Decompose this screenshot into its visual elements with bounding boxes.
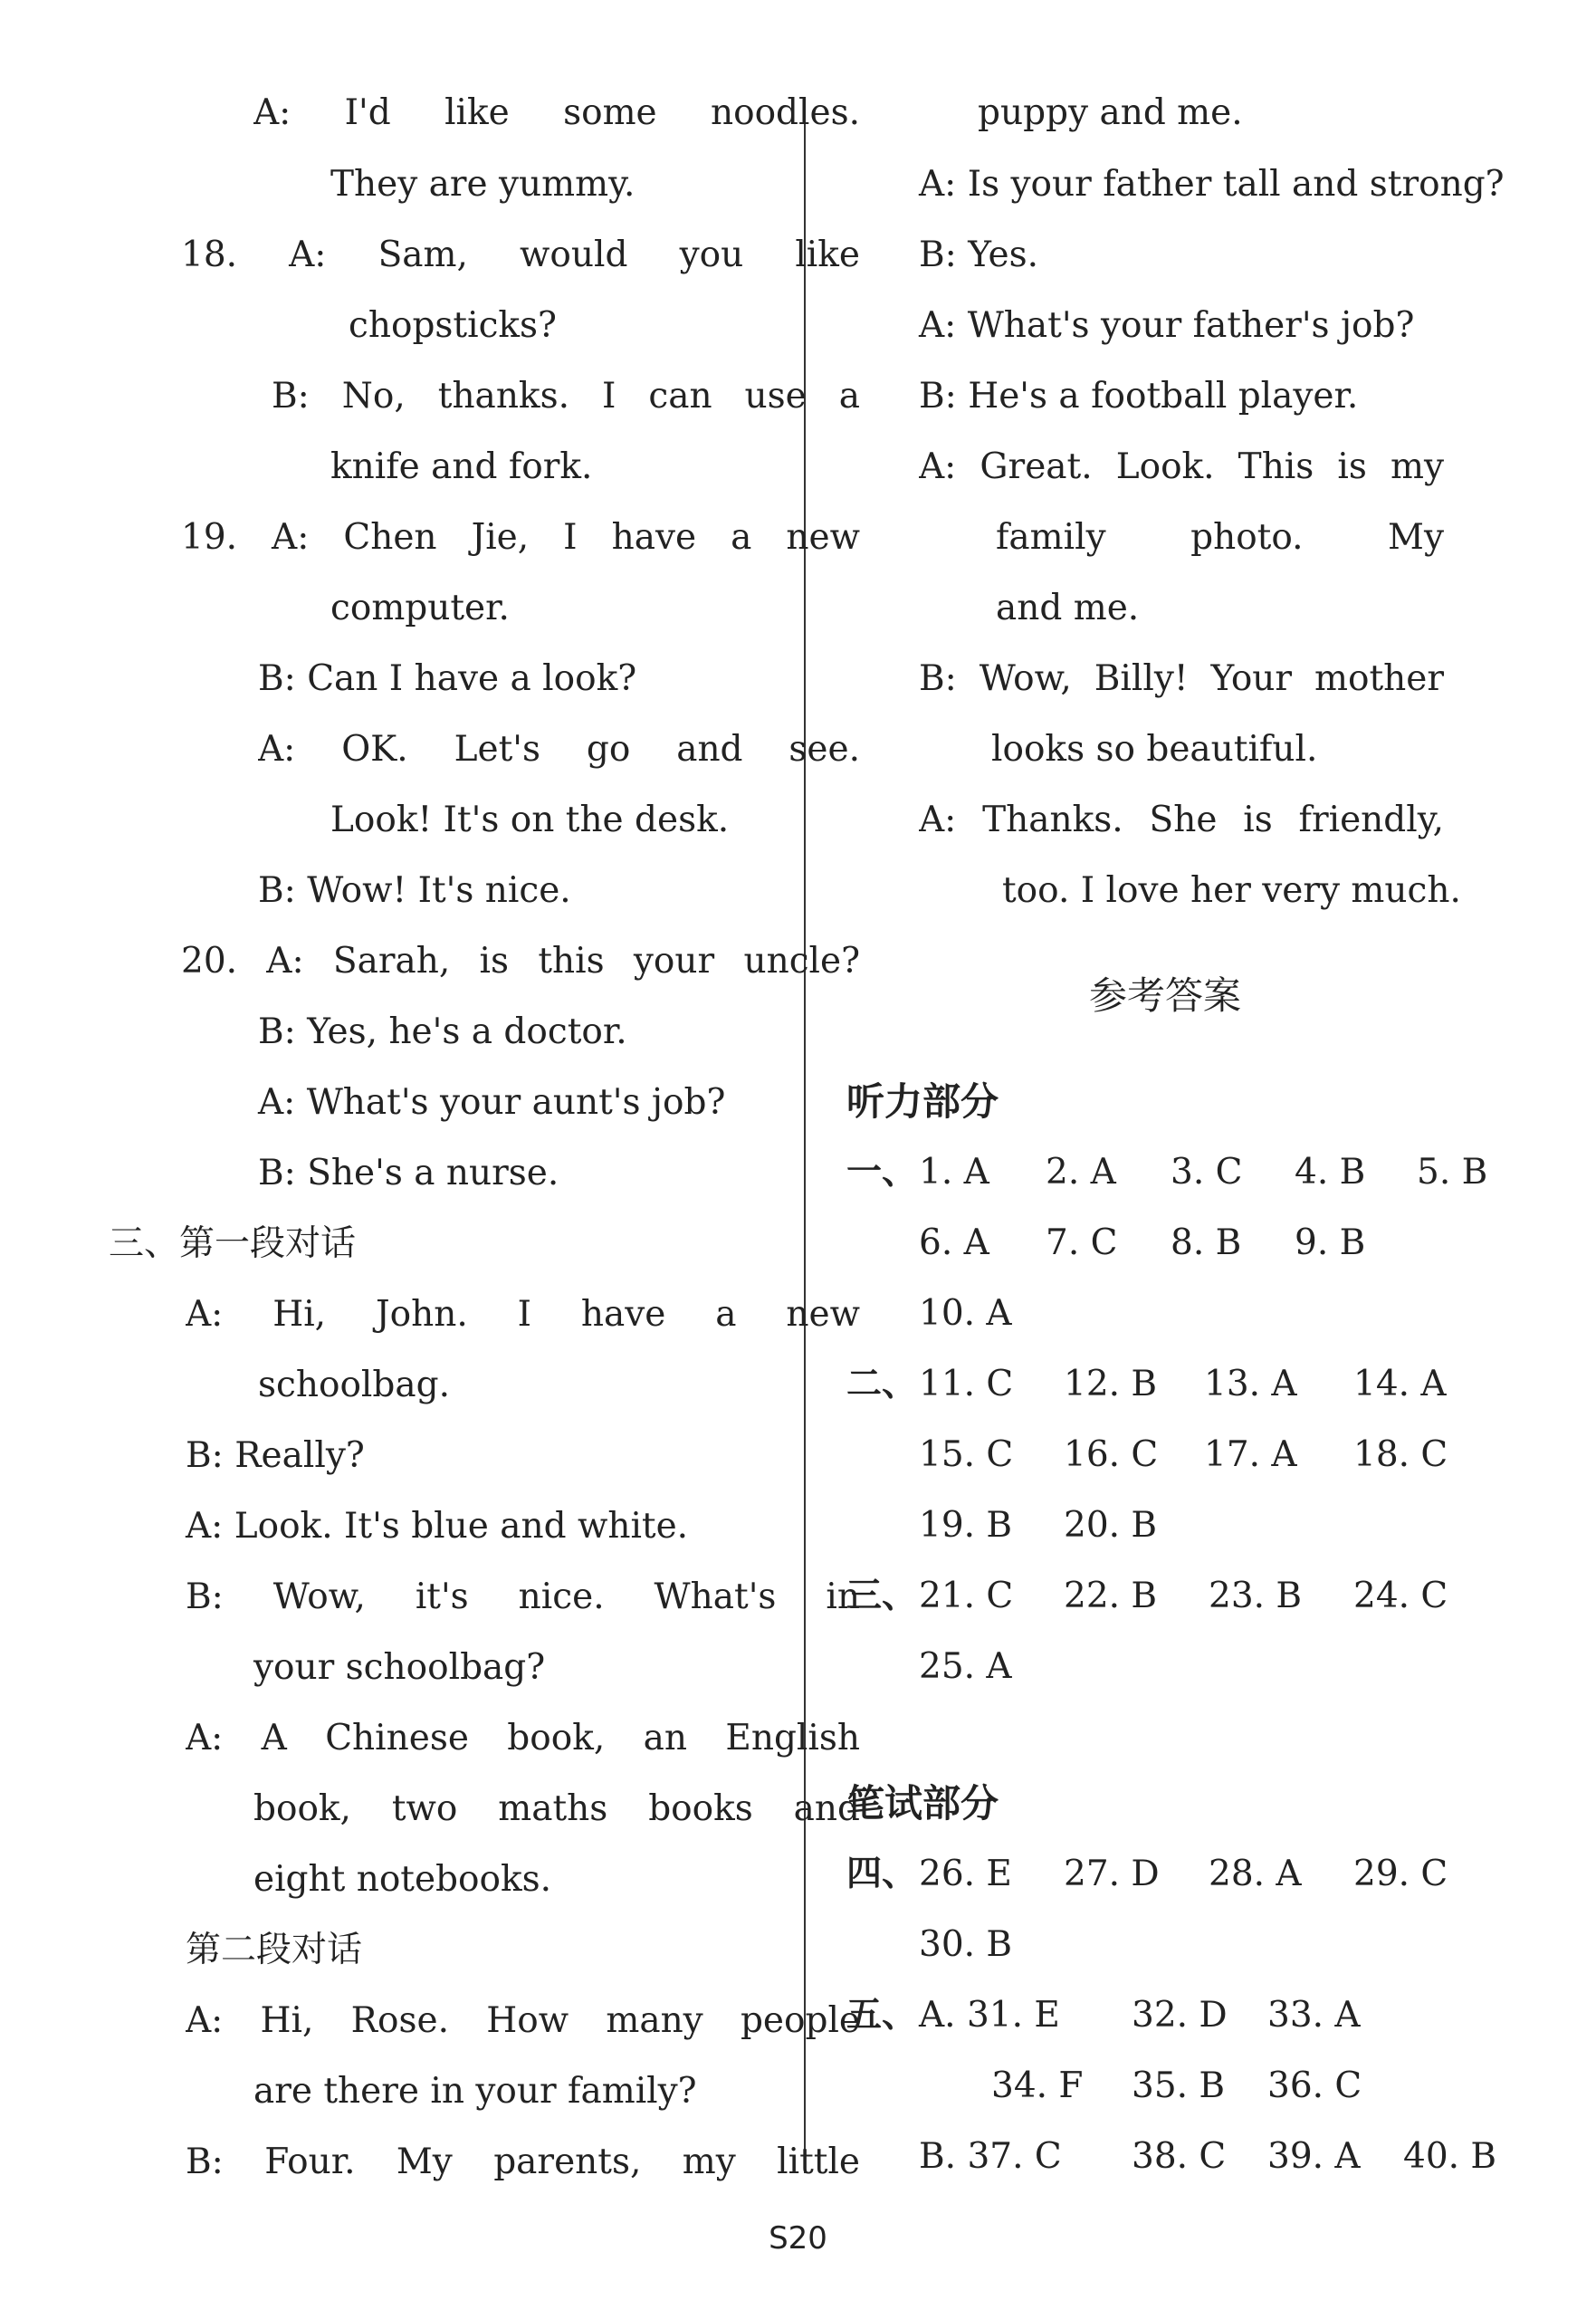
answer: 22. B [1064,1576,1158,1616]
page-number: S20 [769,2220,827,2257]
text-line: too. I love her very much. [1002,870,1461,911]
text-line: A: What's your father's job? [919,305,1415,346]
answer: 40. B [1403,2136,1497,2177]
answer: 32. D [1132,1995,1228,2036]
answer: 28. A [1209,1854,1302,1894]
text-line: A: Great. Look. This is my [919,446,1444,487]
answer: A. 31. E [919,1995,1060,2036]
text-line: B: Wow, Billy! Your mother [919,658,1444,699]
answer: 4. B [1295,1152,1366,1193]
text-line: A: What's your aunt's job? [258,1082,726,1123]
answer: B. 37. C [919,2136,1062,2177]
text-line: schoolbag. [258,1365,450,1405]
answer-key-title: 参考答案 [1089,973,1242,1018]
section-number: 二、 [846,1364,918,1404]
text-line: looks so beautiful. [991,729,1318,770]
listening-section-title: 听力部分 [846,1079,999,1124]
section-number: 四、 [846,1854,918,1894]
answer: 13. A [1204,1364,1297,1404]
text-line: 20. A: Sarah, is this your uncle? [181,941,860,982]
answer: 8. B [1171,1222,1242,1263]
text-line: computer. [330,588,510,628]
text-line: puppy and me. [978,92,1243,133]
text-line: A: Look. It's blue and white. [186,1506,689,1547]
section-number: 五、 [846,1995,918,2036]
answer: 35. B [1132,2065,1226,2106]
answer: 25. A [919,1646,1012,1687]
answer: 24. C [1353,1576,1448,1616]
text-line: A: I'd like some noodles. [253,92,860,133]
answer: 29. C [1353,1854,1448,1894]
answer: 17. A [1204,1434,1297,1475]
answer: 2. A [1046,1152,1116,1193]
text-line: your schoolbag? [253,1647,546,1688]
answer: 38. C [1132,2136,1227,2177]
text-line: B: Can I have a look? [258,658,637,699]
answer: 33. A [1267,1995,1361,2036]
answer: 19. B [919,1505,1013,1546]
answer: 15. C [919,1434,1014,1475]
section-heading: 三、第一段对话 [109,1223,357,1264]
text-line: B: He's a football player. [919,376,1359,417]
answer: 14. A [1353,1364,1447,1404]
text-line: A: A Chinese book, an English [186,1718,860,1758]
answer: 7. C [1046,1222,1118,1263]
text-line: 18. A: Sam, would you like [181,235,860,275]
answer: 1. A [919,1152,989,1193]
writing-section-title: 笔试部分 [846,1781,999,1825]
text-line: A: Thanks. She is friendly, [919,800,1444,840]
answer: 3. C [1171,1152,1243,1193]
answer: 9. B [1295,1222,1366,1263]
text-line: 19. A: Chen Jie, I have a new [181,517,860,558]
answer: 23. B [1209,1576,1303,1616]
answer: 5. B [1417,1152,1488,1193]
answer: 39. A [1267,2136,1361,2177]
text-line: are there in your family? [253,2071,697,2112]
answer: 27. D [1064,1854,1160,1894]
text-line: B: Wow, it's nice. What's in [186,1576,860,1617]
text-line: A: Hi, John. I have a new [186,1294,860,1335]
text-line: chopsticks? [349,305,557,346]
answer: 12. B [1064,1364,1158,1404]
answer: 10. A [919,1293,1012,1334]
section-number: 一、 [846,1152,918,1193]
answer: 34. F [991,2065,1084,2106]
text-line: knife and fork. [330,446,593,487]
text-line: book, two maths books and [253,1788,860,1829]
answer: 21. C [919,1576,1014,1616]
answer: 6. A [919,1222,989,1263]
answer: 16. C [1064,1434,1159,1475]
text-line: B: No, thanks. I can use a [272,376,860,417]
text-line: A: Hi, Rose. How many people [186,2000,860,2041]
answer: 11. C [919,1364,1014,1404]
answer: 18. C [1353,1434,1448,1475]
text-line: B: Wow! It's nice. [258,870,571,911]
answer: 30. B [919,1924,1013,1965]
text-line: They are yummy. [330,164,636,205]
text-line: and me. [996,588,1140,628]
text-line: B: She's a nurse. [258,1153,559,1193]
text-line: A: Is your father tall and strong? [919,164,1505,205]
text-line: A: OK. Let's go and see. [258,729,860,770]
section-subheading: 第二段对话 [186,1930,363,1970]
text-line: Look! It's on the desk. [330,800,730,840]
text-line: family photo. My [996,517,1444,558]
answer: 26. E [919,1854,1012,1894]
text-line: B: Yes. [919,235,1039,275]
answer: 20. B [1064,1505,1158,1546]
answer: 36. C [1267,2065,1362,2106]
text-line: B: Really? [186,1435,365,1476]
text-line: B: Yes, he's a doctor. [258,1011,627,1052]
text-line: eight notebooks. [253,1859,552,1900]
section-number: 三、 [846,1576,918,1616]
text-line: B: Four. My parents, my little [186,2142,860,2182]
